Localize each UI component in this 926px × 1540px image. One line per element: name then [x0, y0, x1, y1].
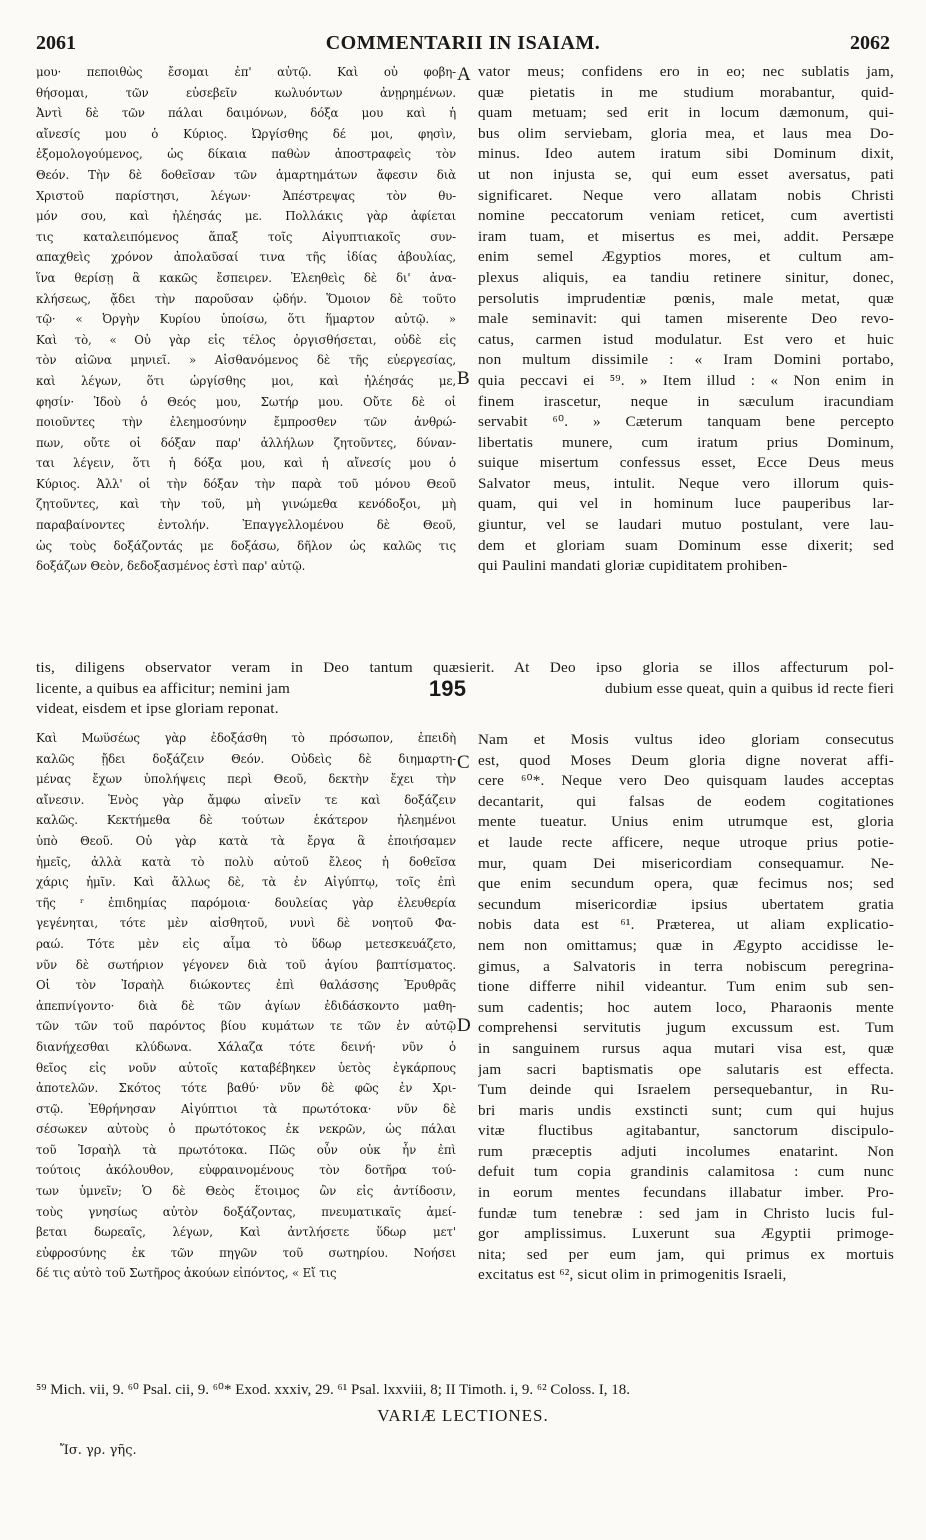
text-line: gor amplissimus. Luxerunt sua Ægyptii primoge- — [478, 1225, 894, 1243]
text-line: τῆς ʳ ἐπιδημίας παρόμοια· δουλείας γὰρ ἐλευθερία — [36, 895, 456, 910]
text-line: χάρις ἡμῖν. Καὶ ἄλλως δὲ, τὰ ἐν Αἰγύπτῳ, τοῖς ἐπὶ — [36, 875, 456, 890]
text-line: sum cadentis; hoc autem loco, Pharaonis mente — [478, 998, 894, 1016]
text-line: βεται δωρεαῖς, λέγων, Καὶ ἀντλήσετε ὕδωρ μετ' — [36, 1225, 456, 1240]
text-line: secundum misericordiæ ipsius ubertatem gratia — [478, 895, 894, 913]
text-line: ποιοῦντες τὴν ἐλεημοσύνην ἔμπροσθεν τῶν ἀνθρώ- — [36, 415, 456, 430]
text-line: Καὶ Μωϋσέως γὰρ ἐδοξάσθη τὸ πρόσωπον, ἐπειδὴ — [36, 731, 456, 745]
text-line: Χριστοῦ παρίστησι, λέγων· Ἀπέστρεψας τὸν θυ- — [36, 188, 456, 203]
text-line: excitatus est ⁶², sicut olim in primogenitis Israeli, — [478, 1266, 787, 1284]
text-line: nita; sed per eum jam, qui primus ex mortuis — [478, 1245, 894, 1263]
text-line: gimus, a Salvatoris in terra nobiscum peregrina- — [478, 957, 894, 975]
text-line: in sanguinem rursus aqua mutari visa est, quæ — [478, 1039, 894, 1057]
text-line: giuntur, vel se laudari mutuo postulant, vere lau- — [478, 516, 894, 534]
text-line: τοῦ Ἰσραὴλ τὰ πρωτότοκα. Πῶς οὖν οὐκ ἦν ἐπὶ — [36, 1142, 456, 1157]
text-line: διανήχεσθαι κλύδωνα. Χάλαζα τότε δεινή· νῦν ὁ — [36, 1039, 456, 1054]
text-line: decantarit, qui falsas de eodem cogitationes — [478, 792, 894, 810]
text-line: τῷ· « Ὀργὴν Κυρίου ὑποίσω, ὅτι ἥμαρτον αὐτῷ. » — [36, 312, 456, 327]
text-line: quam metuam; sed erit in locum dæmonum, qui- — [478, 104, 894, 122]
text-line: bus olim serviebam, gloria mea, et laus mea Do- — [478, 124, 894, 142]
text-line: mente tueatur. Unius enim utrumque est, gloria — [478, 813, 894, 831]
text-line: αἴνεσίς μου ὁ Κύριος. Ὠργίσθης δέ μοι, φησὶν, — [36, 126, 456, 141]
text-line: fundæ tum tenebræ : sed jam in Christo lucis ful- — [478, 1204, 894, 1222]
text-line: vitæ fluctibus agitabantur, sanctorum discipulo- — [478, 1122, 894, 1140]
text-line: finem irascetur, neque in sæculum iracundiam — [478, 392, 894, 410]
variae-lectiones-heading: VARIÆ LECTIONES. — [377, 1406, 549, 1425]
section-marker-d: D — [457, 1015, 471, 1036]
passage-line — [36, 679, 894, 700]
text-line: μένας ἔχων ὑπολήψεις περὶ Θεοῦ, δεκτὴν ἔχει τὴν — [36, 772, 456, 787]
text-line: comprehensi servitutis jugum excussum est. Tum — [478, 1019, 894, 1037]
text-line: ἀπεπνίγοντο· διὰ δὲ τῶν ἁγίων ἐδιδάσκοντο μαθη- — [36, 998, 456, 1013]
text-line: ἵνα θερίσῃ ἃ κακῶς ἔσπειρεν. Ἐλεηθεὶς δὲ δι' ἀνα- — [36, 270, 456, 285]
text-line: γεγένηται, τότε μὲν αἰσθητοῦ, νυνὶ δὲ νοητοῦ Φα- — [36, 916, 456, 931]
text-line: Tum deinde qui Israelem persequebantur, in Ru- — [478, 1081, 894, 1099]
text-line: male seminavit: qui tamen miserente Deo revo- — [478, 310, 894, 328]
text-line: καλῶς ᾔδει δοξάζειν Θεόν. Οὐδεὶς δὲ διημαρτη- — [36, 751, 456, 766]
text-line: ραώ. Τότε μὲν εἰς αἷμα τὸ ὕδωρ μετεσκευάζετο, — [36, 936, 456, 951]
section-marker-b: B — [457, 368, 470, 389]
text-line: Κύριος. Ἀλλ' οἱ τὴν δόξαν τὴν παρὰ τοῦ μόνου Θεοῦ — [36, 476, 456, 491]
text-line: ἀποτελῶν. Σκότος τότε βαθύ· νῦν δὲ φῶς ἐν Χρι- — [36, 1081, 456, 1096]
text-line: non multum dissimile : « Iram Domini portabo, — [478, 351, 894, 369]
text-line: enim semel Ægyptios mores, et cultum am- — [478, 248, 894, 266]
text-line: ται λέγειν, ὅτι ἡ δόξα μου, καὶ ἡ αἴνεσίς μου ὁ — [36, 456, 456, 471]
section-marker-c: C — [457, 752, 470, 773]
text-line: et laude recte afficere, neque utroque prius potie- — [478, 833, 894, 851]
text-line: κλήσεως, ᾄδει τὴν παροῦσαν ᾠδήν. Ὅμοιον δὲ τοῦτο — [36, 291, 456, 306]
text-line: significaret. Neque vero allatam nobis Christi — [478, 186, 894, 204]
text-line: est, quod Moses Deum gloria digne noverat affi- — [478, 751, 894, 769]
running-header — [36, 32, 890, 56]
text-line: εὐφροσύνης ἐκ τῶν πηγῶν τοῦ σωτηρίου. Νοήσει — [36, 1245, 456, 1260]
variant-reading: Ἴσ. γρ. γῆς. — [60, 1443, 137, 1458]
text-line: defuit tum copia grandinis calamitosa : cum nunc — [478, 1163, 894, 1181]
latin-column-top — [478, 62, 894, 577]
text-line: nem non omittamus; quæ in Ægypto accidisse le- — [478, 936, 894, 954]
text-line: suique misertum confessus esset, Ecce Deus meus — [478, 454, 894, 472]
text-line: ζητοῦντες, καὶ τὴν τοῦ, μὴ γινώμεθα κενόδοξοι, μὴ — [36, 497, 456, 512]
text-line: καὶ λέγων, ὅτι ὠργίσθης μοι, καὶ ἠλέησάς με, — [36, 373, 456, 388]
text-line: libertatis munere, cum iratum prius Dominum, — [478, 433, 894, 451]
text-line: αἴνεσιν. Ἑνὸς γὰρ ἄμφω αἰνεῖν τε καὶ δοξάζειν — [36, 792, 456, 807]
text-line: Θεόν. Τὴν δὲ δοθεῖσαν τῶν ἁμαρτημάτων ἄφεσιν διὰ — [36, 167, 456, 182]
text-line: δέ τις αὐτὸ τοῦ Σωτῆρος ἀκούων εἰπόντος, « Εἴ τις — [36, 1266, 337, 1281]
text-line: μου· πεποιθὼς ἔσομαι ἐπ' αὐτῷ. Καὶ οὐ φοβη- — [36, 65, 456, 79]
text-line: των ὑμνεῖν; Ὁ δὲ Θεὸς ἕτοιμος ὢν εἰς ἀντίδοσιν, — [36, 1184, 456, 1199]
text-line: nobis data est ⁶¹. Præterea, ut aliam explicatio- — [478, 916, 894, 934]
text-line: nomine peccatorum veniam reticet, cum avertisti — [478, 207, 894, 225]
greek-column-top — [36, 62, 456, 577]
text-line: mur, quam Dei misericordiam consequamur. Ne- — [478, 854, 894, 872]
text-line: σέσωκεν αὐτοὺς ὁ πρωτότοκος ἐκ νεκρῶν, ὡς πάλαι — [36, 1122, 456, 1137]
latin-column-bottom — [478, 730, 894, 1286]
text-line: στῷ. Ἐθρήνησαν Αἰγύπτιοι τὰ πρωτότοκα· νῦν δὲ — [36, 1101, 456, 1116]
text-line: qui Paulini mandati gloriæ cupiditatem prohiben- — [478, 557, 788, 575]
text-line: τοὺς γνησίως αὐτὸν δοξάζοντας, πνευματικαῖς ἀμεί- — [36, 1204, 456, 1219]
greek-column-bottom — [36, 728, 456, 1284]
text-line: jam sacri baptismatis ope salutaris est effecta. — [478, 1060, 894, 1078]
text-line: plexus aliquis, ea tandiu retinere sinitur, donec, — [478, 268, 894, 286]
text-line: rum præceptis adjuti incolumes enatarint. Non — [478, 1142, 894, 1160]
full-width-passage — [36, 658, 894, 720]
text-line: ἐξομολογούμενος, ὡς δίκαια παθὼν ἀποστραφεὶς τὸν — [36, 147, 456, 162]
text-line: tione differre nihil videantur. Tum enim sub sen- — [478, 978, 894, 996]
text-line: Nam et Mosis vultus ideo gloriam consecutus — [478, 731, 894, 748]
text-line: φησίν· Ἰδοὺ ὁ Θεός μου, Σωτήρ μου. Οὔτε δὲ οἱ — [36, 394, 456, 409]
running-title: COMMENTARII IN ISAIAM. — [325, 32, 601, 54]
text-line: servabit ⁶⁰. » Cæterum tanquam bene percepto — [478, 413, 894, 431]
text-line: persolutis imprudentiæ pœnis, male metat, quæ — [478, 289, 894, 307]
text-line: μόν σου, καὶ ἠλέησάς με. Πολλάκις γὰρ ἀφίεται — [36, 209, 456, 224]
text-line: πων, οὔτε οἱ δόξαν παρ' ἀλλήλων ζητοῦντες, δύναν- — [36, 435, 456, 450]
text-line: απαχθεὶς χρόνον ἀπολαῦσαί τινα τῆς ἰδίας ἀβουλίας, — [36, 250, 456, 265]
page-number-left: 2061 — [36, 32, 76, 54]
text-line: Καὶ τὸ, « Οὐ γὰρ εἰς τέλος ὀργισθήσεται, οὐδὲ εἰς — [36, 332, 456, 347]
text-line: in eorum mentes fecundans illabatur imber. Pro- — [478, 1184, 894, 1202]
text-line: vator meus; confidens ero in eo; nec sublatis jam, — [478, 63, 894, 80]
footnotes: ⁵⁹ Mich. vii, 9. ⁶⁰ Psal. cii, 9. ⁶⁰* Exod. xxxiv, 29. ⁶¹ Psal. lxxviii, 8; II Timoth. i, 9. ⁶² Coloss. I, 18. — [36, 1382, 630, 1398]
text-line: quæ pietatis in me studium morabantur, quid- — [478, 83, 894, 101]
text-line: τις καταλειπόμενος ἅπαξ τοῖς Αἰγυπτιακοῖς συν- — [36, 229, 456, 244]
text-line: ὡς τοὺς δοξάζοντάς με δοξάσω, δῆλον ὡς καλῶς τις — [36, 538, 456, 553]
text-line: θεῖος εἰς νοῦν αὐτοῖς καταβέβηκεν ὑετὸς ἐγκάρπους — [36, 1060, 456, 1075]
text-line: νῦν δὲ σωτήριον γέγονεν διὰ τοῦ ἁγίου βαπτίσματος. — [36, 957, 456, 972]
text-line: θήσομαι, τῶν εὐσεβεῖν κωλυόντων ἀνῃρημένων. — [36, 85, 456, 100]
text-line: τὸν αἰῶνα μηνιεῖ. » Αἰσθανόμενος δὲ τῆς εὐεργεσίας, — [36, 353, 456, 368]
text-line: Ἀντὶ δὲ τῶν πάλαι δαιμόνων, δόξα μου καὶ ἡ — [36, 106, 456, 121]
text-line: ἡμεῖς, ἀλλὰ κατὰ τὸ πολὺ αὐτοῦ ἔλεος ἡ δοθεῖσα — [36, 854, 456, 869]
section-marker-a: A — [457, 64, 471, 85]
text-line: Salvator meus, intulit. Neque vero illorum quis- — [478, 474, 894, 492]
text-line: iram tuam, et misertus es mei, addit. Persæpe — [478, 227, 894, 245]
text-line: τούτοις ἀκόλουθον, εὐφραινομένους τὸν δοτῆρα τού- — [36, 1163, 456, 1178]
text-line: bri maris undis exstincti sunt; cum qui hujus — [478, 1101, 894, 1119]
text-line: Οἱ τὸν Ἰσραὴλ διώκοντες ἐπὶ θαλάσσης Ἐρυθρᾶς — [36, 978, 456, 993]
text-line: δοξάζων Θεὸν, δεδοξασμένος ἐστὶ παρ' αὐτῷ. — [36, 559, 306, 574]
text-line: παραβαίνοντες ἐντολήν. Ἐπαγγελλομένου δὲ Θεοῦ, — [36, 518, 456, 533]
text-line: quia peccavi ei ⁵⁹. » Item illud : « Non enim in — [478, 371, 894, 389]
passage-line-right: dubium esse queat, quin a quibus id recte fieri — [604, 679, 894, 697]
text-line: ὑπὸ Θεοῦ. Οὐ γὰρ κατὰ τὰ ἔργα ἃ ἐποιήσαμεν — [36, 833, 456, 848]
passage-line-left: licente, a quibus ea afficitur; nemini jam — [36, 679, 290, 697]
text-line: dem et gloriam suam Dominum esse dixerit; sed — [478, 536, 894, 554]
text-line: quam, qui vel in hominum luce pauperibus lar- — [478, 495, 894, 513]
passage-line: tis, diligens observator veram in Deo tantum quæsierit. At Deo ipso gloria se illos affecturum pol- — [36, 659, 894, 676]
passage-line: videat, eisdem et ipse gloriam reponat. — [36, 700, 279, 718]
text-line: τῶν τῶν τοῦ παρόντος βίου κυμάτων τε τῶν ἐν αὐτῷ — [36, 1019, 456, 1034]
text-line: καλῶς. Κεκτήμεθα δὲ τούτων ἑκάτερον ἠλεημένοι — [36, 813, 456, 828]
text-line: ut non injusta se, qui eum esset aversatus, pati — [478, 165, 894, 183]
page-number-marker: 195 — [428, 678, 467, 700]
text-line: catus, carmen istud modulatur. Est vero et huic — [478, 330, 894, 348]
text-line: minus. Ideo autem iratum sibi Dominum dixit, — [478, 145, 894, 163]
page-number-right: 2062 — [850, 32, 890, 54]
text-line: que enim secundum opera, quæ fecimus nos; sed — [478, 875, 894, 893]
text-line: cere ⁶⁰*. Neque vero Deo quisquam laudes acceptas — [478, 772, 894, 790]
